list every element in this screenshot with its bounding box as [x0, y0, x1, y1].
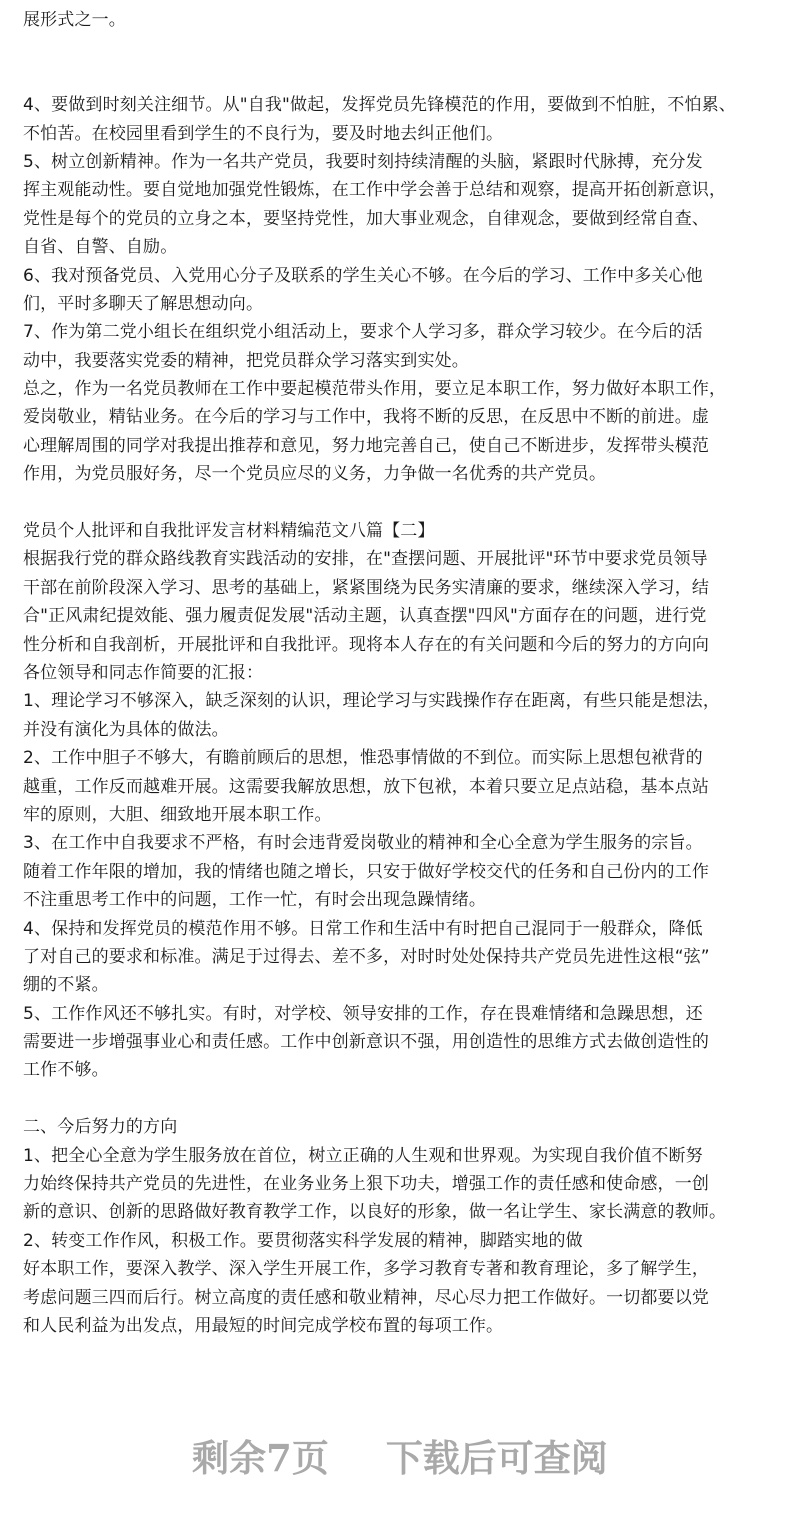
text-line: 随着工作年限的增加，我的情绪也随之增长，只安于做好学校交代的任务和自己份内的工作 — [23, 861, 709, 882]
text-line: 好本职工作，要深入教学、深入学生开展工作，多学习教育专著和教育理论，多了解学生， — [23, 1259, 709, 1280]
text-line: 1、把全心全意为学生服务放在首位，树立正确的人生观和世界观。为实现自我价值不断努 — [23, 1145, 703, 1166]
text-line: 工作不够。 — [23, 1060, 109, 1081]
document-body — [23, 6, 783, 1340]
text-line: 5、工作作风还不够扎实。有时，对学校、领导安排的工作，存在畏难情绪和急躁思想，还 — [23, 1003, 703, 1024]
text-line: 党性是每个的党员的立身之本，要坚持党性，加大事业观念，自律观念，要做到经常自查、 — [23, 208, 709, 229]
text-line: 作用，为党员服好务，尽一个党员应尽的义务，力争做一名优秀的共产党员。 — [23, 464, 607, 485]
text-line: 1、理论学习不够深入，缺乏深刻的认识，理论学习与实践操作存在距离，有些只能是想法， — [23, 691, 720, 712]
text-line: 自省、自警、自励。 — [23, 237, 178, 258]
text-line: 新的意识、创新的思路做好教育教学工作，以良好的形象，做一名让学生、家长满意的教师。 — [23, 1202, 727, 1223]
text-line: 展形式之一。 — [23, 10, 126, 30]
blank-line — [23, 63, 783, 91]
text-line: 二、今后努力的方向 — [23, 1117, 178, 1138]
text-line: 绷的不紧。 — [23, 975, 109, 996]
download-to-view-label: 下载后可查阅 — [385, 1436, 608, 1480]
remaining-pages-label: 剩余7页 — [192, 1436, 329, 1480]
text-line: 性分析和自我剖析，开展批评和自我批评。现将本人存在的有关问题和今后的努力的方向向 — [23, 634, 709, 655]
text-line: 6、我对预备党员、入党用心分子及联系的学生关心不够。在今后的学习、工作中多关心他 — [23, 265, 703, 286]
text-line: 和人民利益为出发点，用最短的时间完成学校布置的每项工作。 — [23, 1315, 504, 1336]
text-line: 不怕苦。在校园里看到学生的不良行为，要及时地去纠正他们。 — [23, 123, 504, 144]
text-line: 需要进一步增强事业心和责任感。工作中创新意识不强，用创造性的思维方式去做创造性的 — [23, 1032, 709, 1053]
text-line: 越重，工作反而越难开展。这需要我解放思想，放下包袱，本着只要立足点站稳，基本点站 — [23, 776, 709, 797]
blank-line — [23, 34, 783, 62]
text-line: 力始终保持共产党员的先进性，在业务业务上狠下功夫，增强工作的责任感和使命感，一创 — [23, 1174, 709, 1195]
text-line: 挥主观能动性。要自觉地加强党性锻炼，在工作中学会善于总结和观察，提高开拓创新意识， — [23, 180, 727, 201]
text-line: 7、作为第二党小组长在组织党小组活动上，要求个人学习多，群众学习较少。在今后的活 — [23, 322, 703, 343]
text-line: 们，平时多聊天了解思想动向。 — [23, 293, 264, 314]
text-line: 根据我行党的群众路线教育实践活动的安排，在"查摆问题、开展批评"环节中要求党员领导 — [23, 549, 708, 570]
text-line: 考虑问题三四而后行。树立高度的责任感和敬业精神，尽心尽力把工作做好。一切都要以党 — [23, 1287, 709, 1308]
text-line: 总之，作为一名党员教师在工作中要起模范带头作用，要立足本职工作，努力做好本职工作， — [23, 379, 727, 400]
text-line: 2、工作中胆子不够大，有瞻前顾后的思想，惟恐事情做的不到位。而实际上思想包袱背的 — [23, 748, 703, 769]
download-prompt[interactable] — [0, 1428, 800, 1482]
blank-line — [23, 1085, 783, 1113]
text-line: 4、要做到时刻关注细节。从"自我"做起，发挥党员先锋模范的作用，要做到不怕脏，不怕累、 — [23, 95, 736, 116]
text-line: 爱岗敬业，精钻业务。在今后的学习与工作中，我将不断的反思，在反思中不断的前进。虚 — [23, 407, 709, 428]
text-line: 4、保持和发挥党员的模范作用不够。日常工作和生活中有时把自己混同于一般群众，降低 — [23, 918, 703, 939]
text-line: 5、树立创新精神。作为一名共产党员，我要时刻持续清醒的头脑，紧跟时代脉搏，充分发 — [23, 151, 703, 172]
blank-line — [23, 489, 783, 517]
text-line: 2、转变工作作风，积极工作。要贯彻落实科学发展的精神，脚踏实地的做 — [23, 1230, 583, 1251]
text-line: 动中，我要落实党委的精神，把党员群众学习落实到实处。 — [23, 350, 469, 371]
text-line: 了对自己的要求和标准。满足于过得去、差不多，对时时处处保持共产党员先进性这根“弦” — [23, 946, 710, 967]
text-line: 不注重思考工作中的问题，工作一忙，有时会出现急躁情绪。 — [23, 890, 487, 911]
text-line: 心理解周围的同学对我提出推荐和意见，努力地完善自己，使自己不断进步，发挥带头模范 — [23, 435, 709, 456]
text-line: 并没有演化为具体的做法。 — [23, 719, 229, 740]
text-line: 牢的原则，大胆、细致地开展本职工作。 — [23, 804, 332, 825]
text-line: 党员个人批评和自我批评发言材料精编范文八篇【二】 — [23, 521, 435, 542]
text-line: 合"正风肃纪提效能、强力履责促发展"活动主题，认真查摆"四风"方面存在的问题，进行党 — [23, 606, 707, 627]
text-line: 3、在工作中自我要求不严格，有时会违背爱岗敬业的精神和全心全意为学生服务的宗旨。 — [23, 833, 703, 854]
text-line: 干部在前阶段深入学习、思考的基础上，紧紧围绕为民务实清廉的要求，继续深入学习，结 — [23, 577, 709, 598]
text-line: 各位领导和同志作简要的汇报： — [23, 662, 264, 683]
